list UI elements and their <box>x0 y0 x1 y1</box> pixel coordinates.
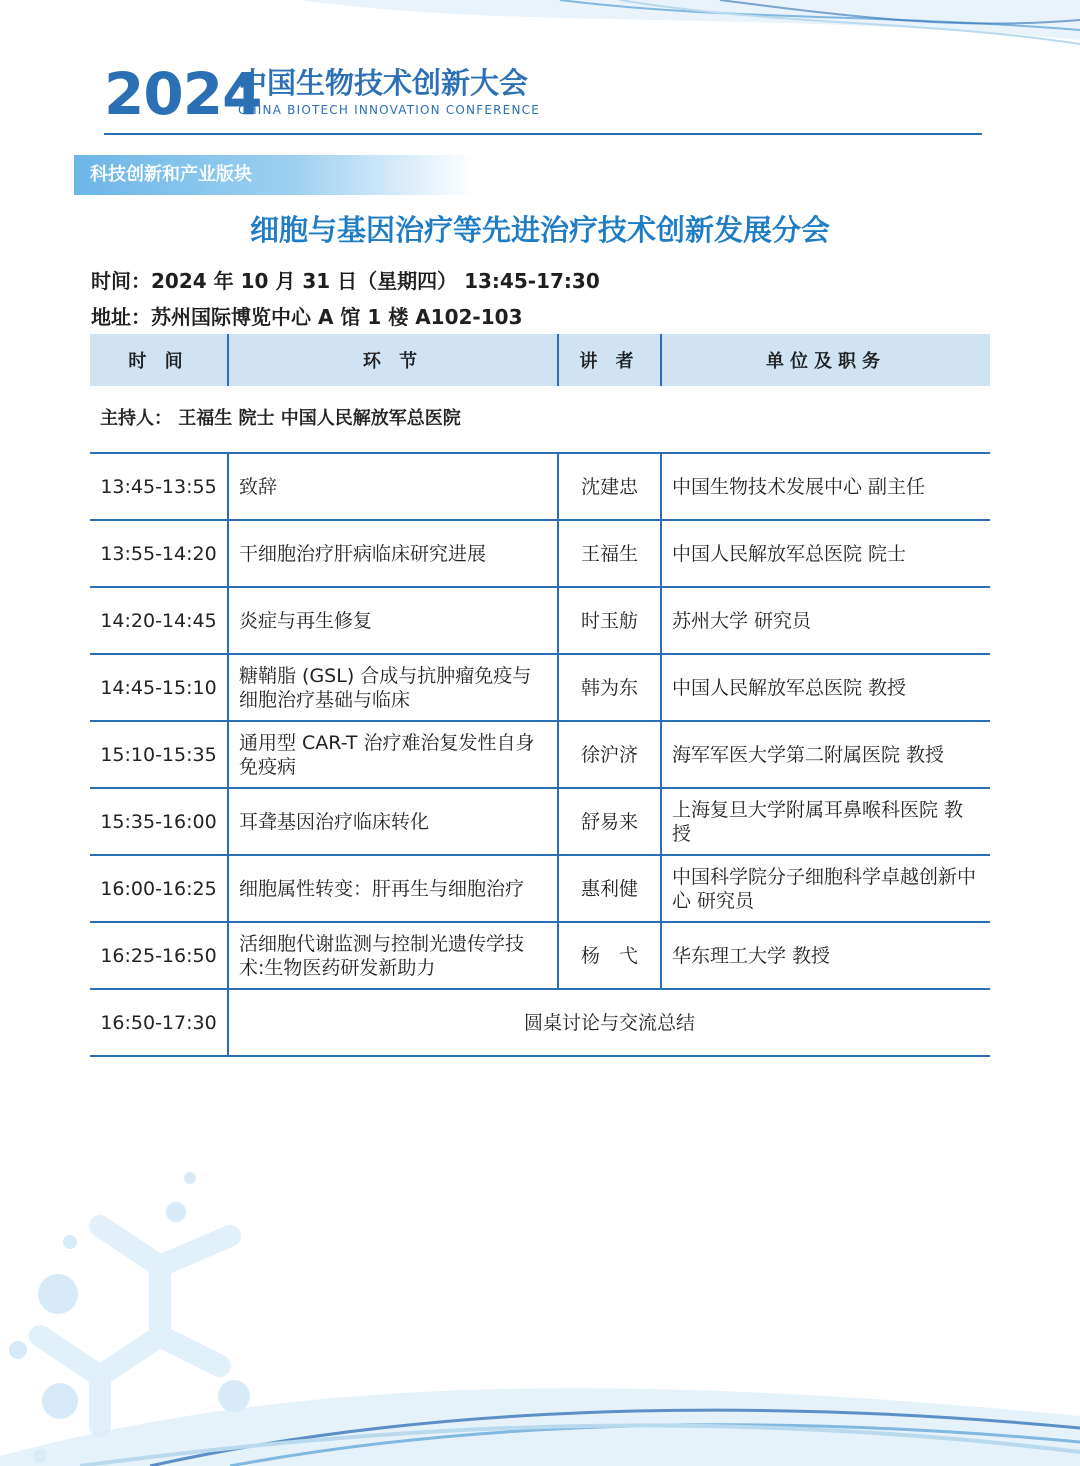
row-speaker: 徐沪济 <box>558 721 661 788</box>
table-row <box>90 587 990 654</box>
session-title: 细胞与基因治疗等先进治疗技术创新发展分会 <box>249 213 830 247</box>
molecule-decoration <box>0 1166 1080 1466</box>
row-speaker: 惠利健 <box>558 855 661 922</box>
agenda-table <box>90 334 990 1057</box>
row-affiliation: 华东理工大学 教授 <box>661 922 990 989</box>
row-time: 16:00-16:25 <box>90 855 228 922</box>
row-affiliation: 苏州大学 研究员 <box>661 587 990 654</box>
closing-row <box>90 989 990 1056</box>
logo-name-en: CHINA BIOTECH INNOVATION CONFERENCE <box>238 103 540 117</box>
row-speaker: 沈建忠 <box>558 453 661 520</box>
header-affiliation: 单位及职务 <box>661 334 990 386</box>
row-affiliation: 中国人民解放军总医院 教授 <box>661 654 990 721</box>
row-time: 15:10-15:35 <box>90 721 228 788</box>
row-speaker: 韩为东 <box>558 654 661 721</box>
table-row <box>90 520 990 587</box>
row-topic: 糖鞘脂 (GSL) 合成与抗肿瘤免疫与细胞治疗基础与临床 <box>228 654 558 721</box>
header-time: 时 间 <box>90 334 228 386</box>
section-tag <box>74 155 474 195</box>
row-topic: 细胞属性转变：肝再生与细胞治疗 <box>228 855 558 922</box>
row-topic: 炎症与再生修复 <box>228 587 558 654</box>
row-affiliation: 上海复旦大学附属耳鼻喉科医院 教授 <box>661 788 990 855</box>
row-topic: 致辞 <box>228 453 558 520</box>
closing-topic: 圆桌讨论与交流总结 <box>228 989 990 1056</box>
row-time: 16:25-16:50 <box>90 922 228 989</box>
row-topic: 耳聋基因治疗临床转化 <box>228 788 558 855</box>
header-divider <box>104 133 982 135</box>
table-row <box>90 721 990 788</box>
row-affiliation: 中国人民解放军总医院 院士 <box>661 520 990 587</box>
logo-year: 2024 <box>104 60 262 128</box>
header-speaker: 讲 者 <box>558 334 661 386</box>
row-speaker: 杨 弋 <box>558 922 661 989</box>
host-row <box>90 386 990 453</box>
logo-name-cn: 中国生物技术创新大会 <box>238 66 529 100</box>
table-row <box>90 788 990 855</box>
row-affiliation: 中国科学院分子细胞科学卓越创新中心 研究员 <box>661 855 990 922</box>
header-topic: 环 节 <box>228 334 558 386</box>
row-topic: 干细胞治疗肝病临床研究进展 <box>228 520 558 587</box>
section-tag-label: 科技创新和产业版块 <box>90 164 252 185</box>
closing-time: 16:50-17:30 <box>90 989 228 1056</box>
row-affiliation: 海军军医大学第二附属医院 教授 <box>661 721 990 788</box>
row-time: 13:45-13:55 <box>90 453 228 520</box>
row-time: 15:35-16:00 <box>90 788 228 855</box>
row-topic: 通用型 CAR-T 治疗难治复发性自身免疫病 <box>228 721 558 788</box>
table-row <box>90 654 990 721</box>
agenda-header-row <box>90 334 990 386</box>
host-info: 主持人： 王福生 院士 中国人民解放军总医院 <box>90 386 990 453</box>
session-time: 时间：2024 年 10 月 31 日（星期四） 13:45-17:30 <box>91 269 600 293</box>
table-row <box>90 922 990 989</box>
table-row <box>90 453 990 520</box>
row-affiliation: 中国生物技术发展中心 副主任 <box>661 453 990 520</box>
row-speaker: 时玉舫 <box>558 587 661 654</box>
row-time: 13:55-14:20 <box>90 520 228 587</box>
row-time: 14:20-14:45 <box>90 587 228 654</box>
row-speaker: 舒易来 <box>558 788 661 855</box>
table-row <box>90 855 990 922</box>
row-speaker: 王福生 <box>558 520 661 587</box>
session-address: 地址：苏州国际博览中心 A 馆 1 楼 A102-103 <box>91 305 523 329</box>
row-topic: 活细胞代谢监测与控制光遗传学技术:生物医药研发新助力 <box>228 922 558 989</box>
row-time: 14:45-15:10 <box>90 654 228 721</box>
